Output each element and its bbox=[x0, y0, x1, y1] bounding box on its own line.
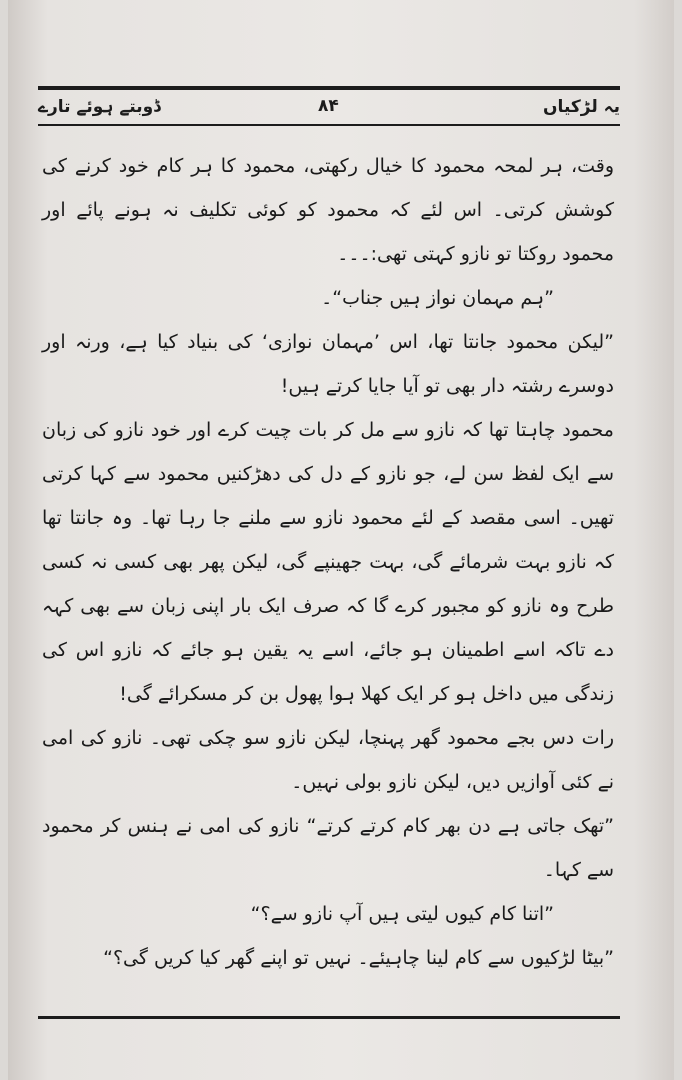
header-rule-bottom bbox=[38, 124, 620, 126]
paragraph: ”تھک جاتی ہے دن بھر کام کرتے کرتے“ نازو کی امی نے ہنس کر محمود سے کہا۔ bbox=[42, 815, 614, 881]
paragraph: ”بیٹا لڑکیوں سے کام لینا چاہیئے۔ نہیں تو اپنے گھر کیا کریں گی؟“ bbox=[103, 947, 614, 969]
paragraph: ”لیکن محمود جانتا تھا، اس ’مہمان نوازی‘ کی بنیاد کیا ہے، ورنہ اور دوسرے رشتہ دار بھی تو آیا جایا کرتے ہیں! bbox=[42, 331, 614, 397]
chapter-title: ڈوبتے ہوئے تارے bbox=[38, 97, 161, 117]
header-rule-top bbox=[38, 86, 620, 90]
paragraph: وقت، ہر لمحہ محمود کا خیال رکھتی، محمود کا ہر کام خود کرنے کی کوشش کرتی۔ اس لئے کہ محمود کو کوئی تکلیف نہ ہونے پائے اور محمود روکتا تو نازو کہتی تھی:۔۔۔ bbox=[42, 155, 614, 265]
paragraph: ”ہم مہمان نواز ہیں جناب“۔ bbox=[321, 287, 554, 309]
footer-rule bbox=[38, 1016, 620, 1019]
running-header bbox=[38, 96, 620, 122]
paragraph: ”اتنا کام کیوں لیتی ہیں آپ نازو سے؟“ bbox=[250, 903, 554, 925]
paragraph: محمود چاہتا تھا کہ نازو سے مل کر بات چیت کرے اور خود نازو کی زبان سے ایک لفظ سن لے، جو نازو کے دل کی دھڑکنیں محمود سے کہا کرتی تھیں۔ اسی مقصد کے لئے محمود نازو سے ملنے جا رہا تھا۔ وہ جانتا تھا کہ نازو بہت شرمائے گی، بہت جھینپے گی، لیکن پھر بھی کسی نہ کسی طرح وہ نازو کو مجبور کرے گا کہ صرف ایک بار اپنی زبان سے بھی کہہ دے تاکہ اسے اطمینان ہو جائے، اسے یہ یقین ہو جائے کہ نازو اس کی زندگی میں داخل ہو کر ایک کھلا ہوا پھول بن کر مسکرائے گی! bbox=[42, 419, 614, 705]
page-number: ۸۴ bbox=[318, 96, 339, 116]
body-text bbox=[42, 144, 614, 980]
paragraph: رات دس بجے محمود گھر پہنچا، لیکن نازو سو چکی تھی۔ نازو کی امی نے کئی آوازیں دیں، لیکن نازو بولی نہیں۔ bbox=[42, 727, 614, 793]
book-title: یہ لڑکیاں bbox=[543, 97, 620, 117]
book-page bbox=[8, 0, 674, 1080]
